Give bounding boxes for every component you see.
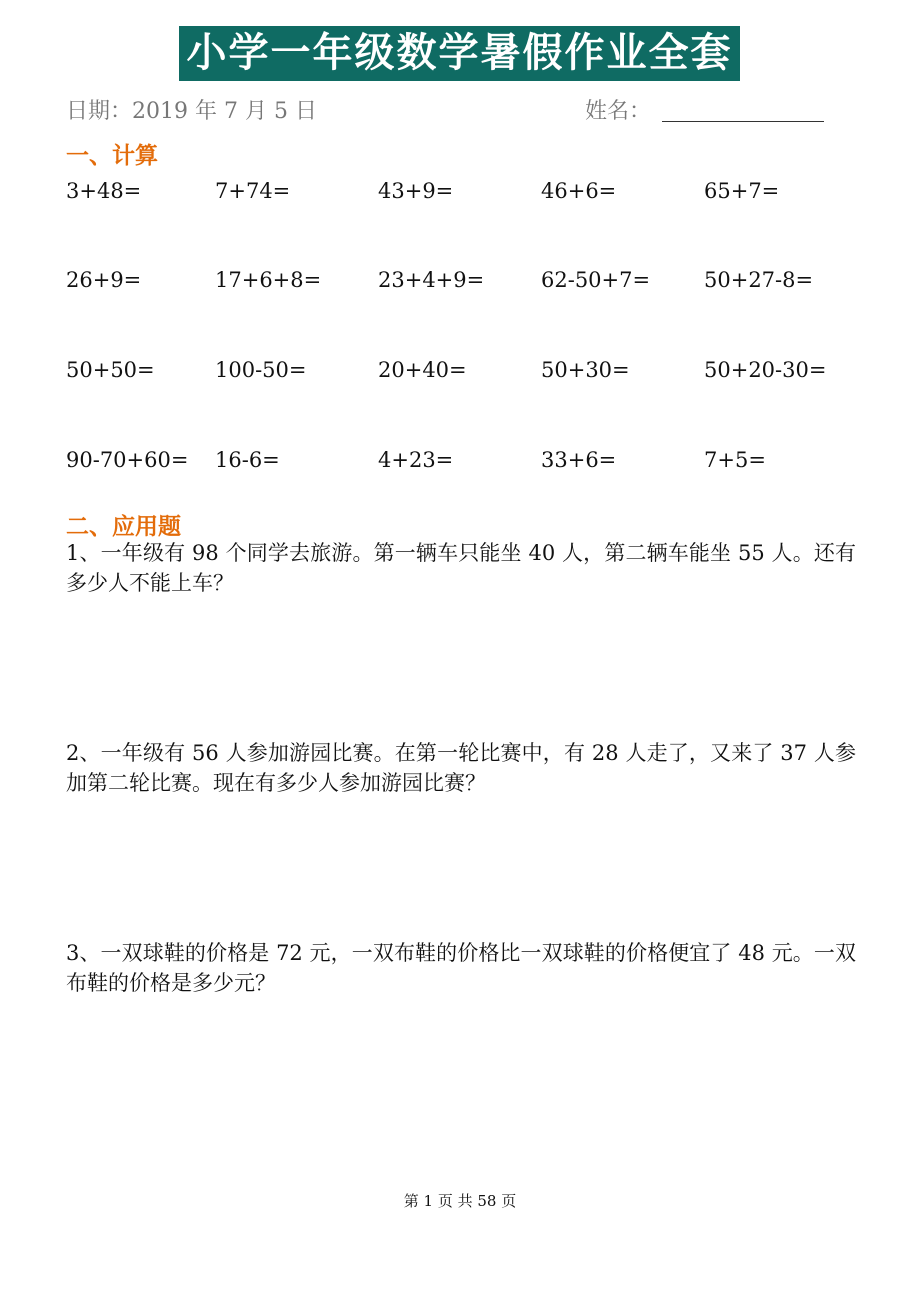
name-label: 姓名： [585,99,652,124]
calc-item: 100-50= [215,358,307,382]
calc-item: 50+30= [541,358,630,382]
calc-item: 23+4+9= [378,268,485,292]
calc-item: 50+27-8= [704,268,814,292]
calc-item: 7+5= [704,448,766,472]
calc-item: 4+23= [378,448,454,472]
date-label: 日期：2019 年 7 月 5 日 [66,99,317,124]
calc-item: 62-50+7= [541,268,651,292]
name-blank-line [662,121,824,122]
page-title: 小学一年级数学暑假作业全套 [179,26,740,81]
calc-item: 20+40= [378,358,467,382]
calc-item: 33+6= [541,448,617,472]
section-heading-word-problems: 二、应用题 [66,514,181,540]
calc-row [66,358,896,388]
word-problem-3: 3、一双球鞋的价格是 72 元，一双布鞋的价格比一双球鞋的价格便宜了 48 元。一双布鞋的价格是多少元？ [66,941,856,995]
calc-item: 3+48= [66,179,142,203]
calc-row [66,179,896,209]
word-problem-1: 1、一年级有 98 个同学去旅游。第一辆车只能坐 40 人，第二辆车能坐 55 人。还有多少人不能上车？ [66,541,856,595]
calc-item: 16-6= [215,448,280,472]
calc-item: 90-70+60= [66,448,189,472]
calc-item: 65+7= [704,179,780,203]
calc-item: 50+50= [66,358,155,382]
calc-item: 46+6= [541,179,617,203]
page-footer: 第 1 页 共 58 页 [403,1192,517,1210]
calc-item: 26+9= [66,268,142,292]
section-heading-calculation: 一、计算 [66,143,158,169]
calc-row [66,268,896,298]
calc-item: 43+9= [378,179,454,203]
calc-row [66,448,896,478]
calc-item: 50+20-30= [704,358,827,382]
calc-item: 17+6+8= [215,268,322,292]
word-problem-2: 2、一年级有 56 人参加游园比赛。在第一轮比赛中，有 28 人走了，又来了 37 人参加第二轮比赛。现在有多少人参加游园比赛？ [66,741,856,795]
calc-item: 7+74= [215,179,291,203]
